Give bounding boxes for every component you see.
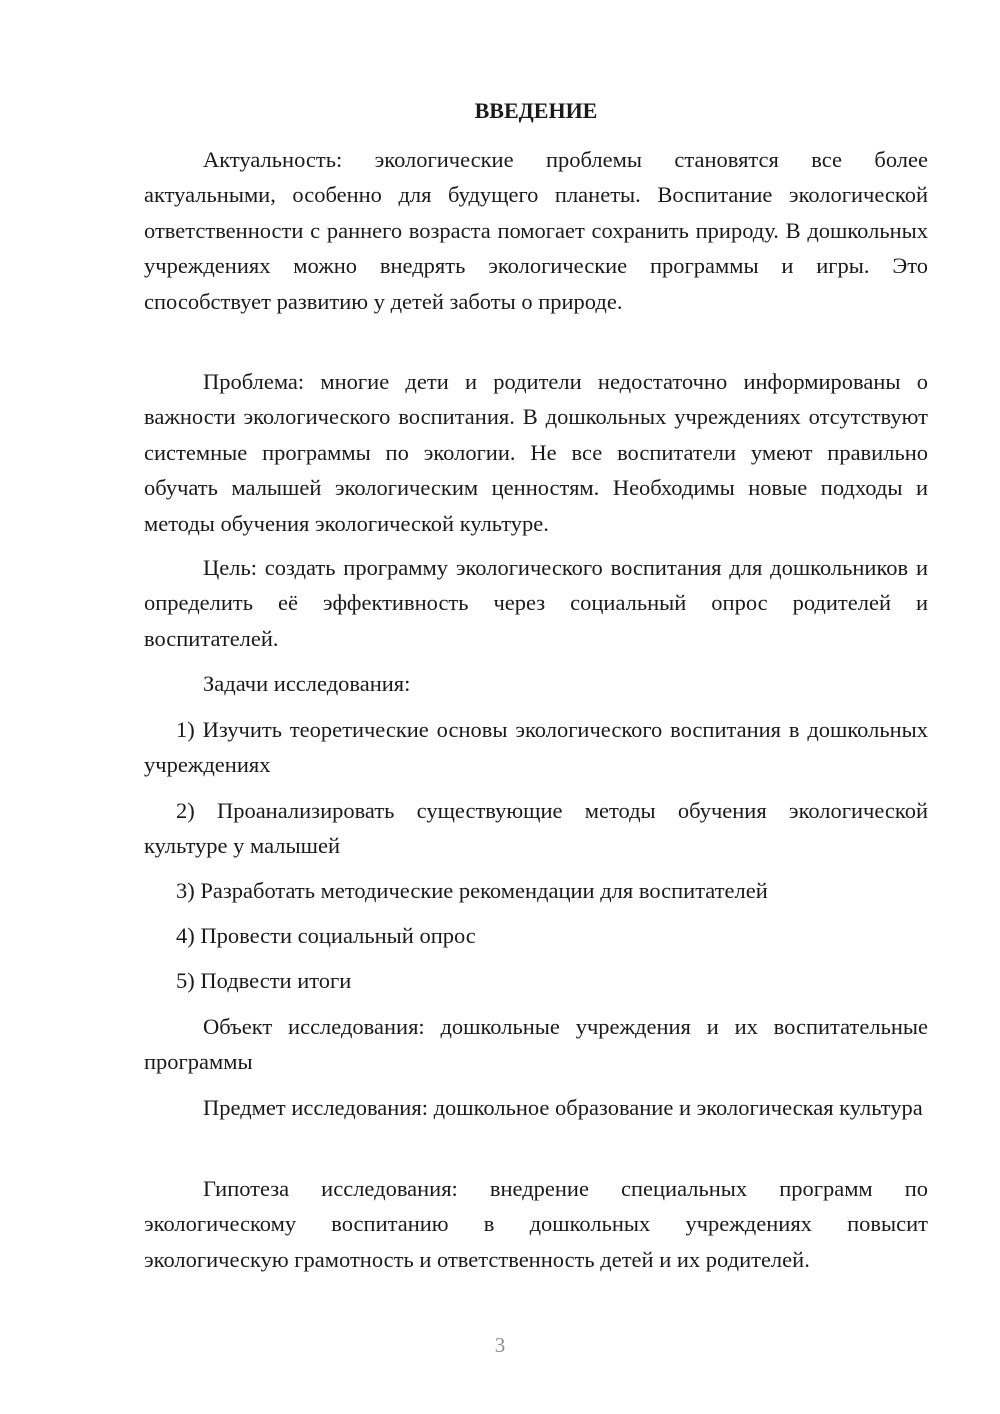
tasks-heading: Задачи исследования: [203,671,411,696]
task-item-1: 1) Изучить теоретические основы экологического воспитания в дошкольных учреждениях [144,717,928,778]
goal-paragraph: Цель: создать программу экологического воспитания для дошкольников и определить её эффективность через социальный опрос родителей и воспитателей. [144,555,928,651]
document-page [144,0,928,1414]
hypothesis-paragraph: Гипотеза исследования: внедрение специальных программ по экологическому воспитанию в дошкольных учреждениях повысит экологическую грамотность и ответственность детей и их родителей. [144,1176,928,1272]
task-item-4: 4) Провести социальный опрос [176,923,476,948]
problem-paragraph: Проблема: многие дети и родители недостаточно информированы о важности экологического воспитания. В дошкольных учреждениях отсутствуют системные программы по экологии. Не все воспитатели умеют правильно обучать малышей экологическим ценностям. Необходимы новые подходы и методы обучения экологической культуре. [144,369,928,536]
page-number: 3 [494,1333,506,1357]
task-item-2: 2) Проанализировать существующие методы обучения экологической культуре у малышей [144,798,928,859]
relevance-paragraph: Актуальность: экологические проблемы становятся все более актуальными, особенно для будущего планеты. Воспитание экологической ответственности с раннего возраста помогает сохранить природу. В дошкольных учреждениях можно внедрять экологические программы и игры. Это способствует развитию у детей заботы о природе. [144,147,928,314]
object-paragraph: Объект исследования: дошкольные учреждения и их воспитательные программы [144,1014,928,1075]
page-title: ВВЕДЕНИЕ [474,98,598,123]
subject-paragraph: Предмет исследования: дошкольное образование и экологическая культура [203,1095,923,1120]
task-item-5: 5) Подвести итоги [176,968,352,993]
task-item-3: 3) Разработать методические рекомендации для воспитателей [176,878,768,903]
